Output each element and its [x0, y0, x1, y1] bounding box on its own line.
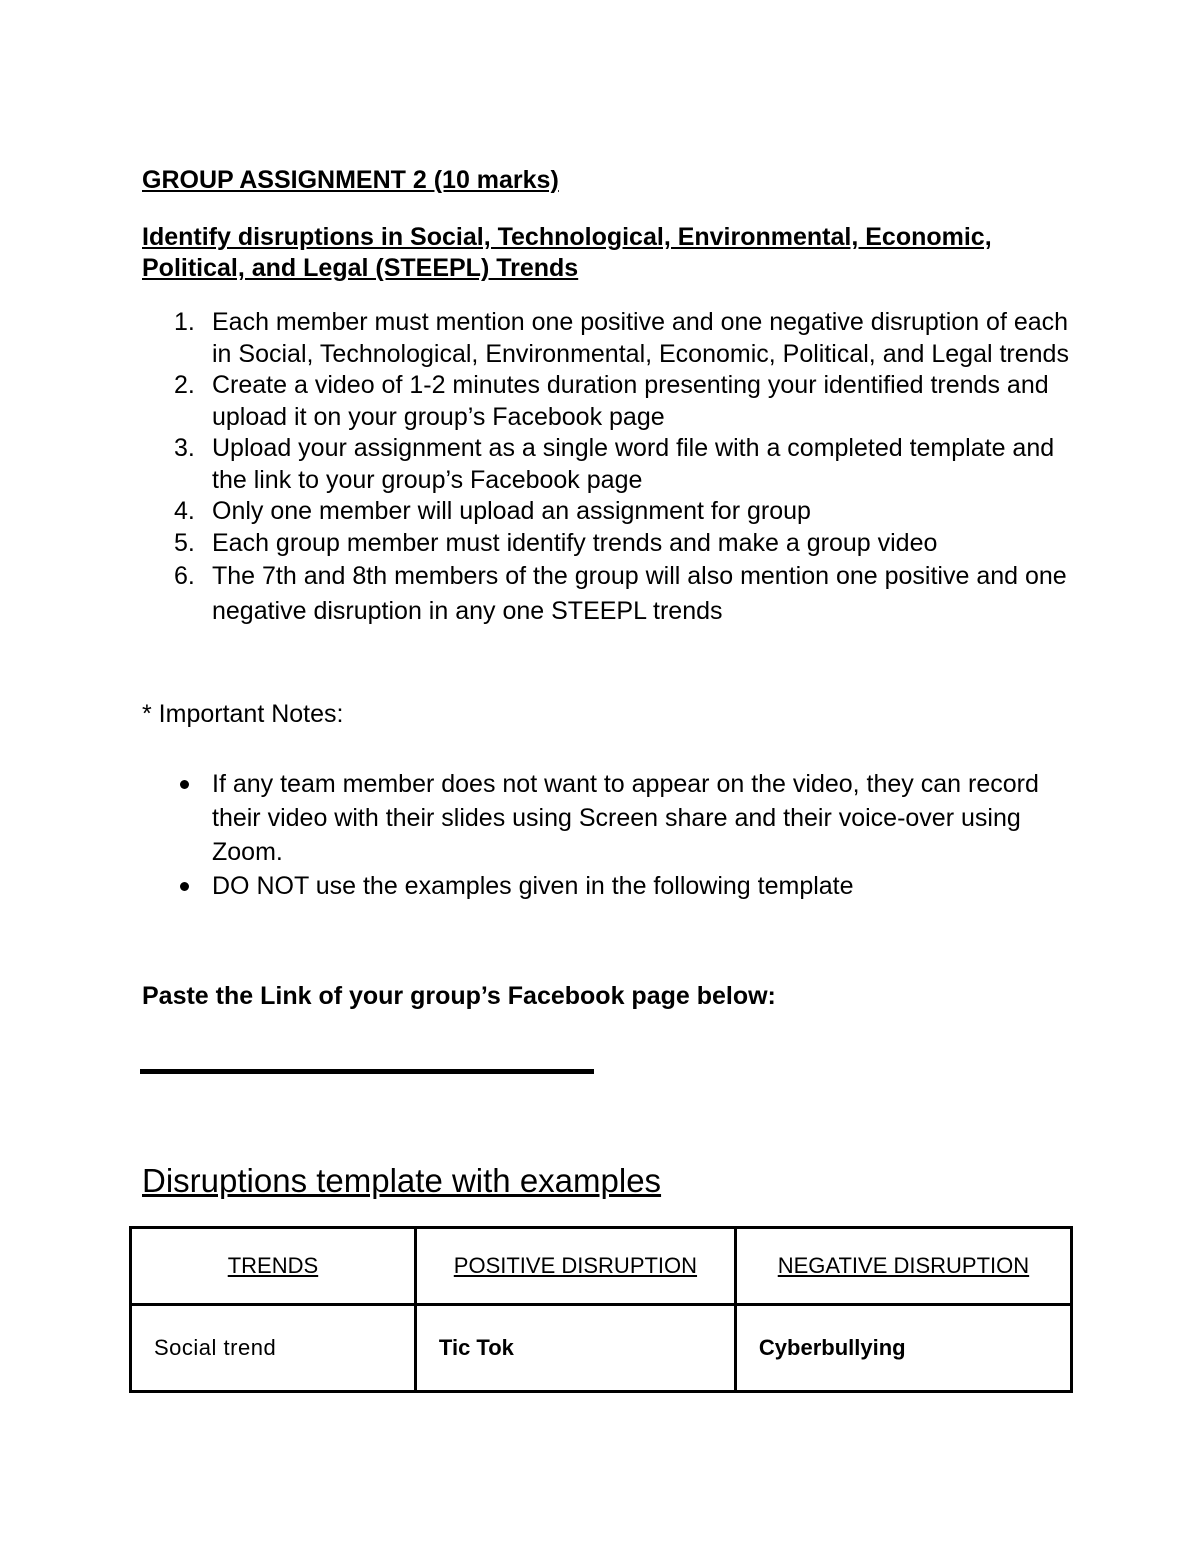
list-item: [142, 559, 1082, 629]
table-row: [131, 1305, 1072, 1392]
list-number: 1.: [174, 308, 195, 336]
bullet-icon: [180, 780, 189, 789]
list-item: [142, 496, 1082, 528]
notes-list: [142, 767, 1082, 903]
list-item: [142, 433, 1082, 496]
list-item-text: Create a video of 1-2 minutes duration presenting your identified trends and upload it on your group’s Facebook page: [212, 371, 1049, 431]
important-notes-title: * Important Notes:: [142, 700, 344, 728]
list-item: [142, 370, 1082, 433]
bullet-icon: [180, 882, 189, 891]
assignment-heading: GROUP ASSIGNMENT 2 (10 marks): [142, 166, 559, 194]
list-item-text: If any team member does not want to appear on the video, they can record their video with their slides using Screen share and their voice-over using Zoom.: [212, 770, 1039, 866]
list-item-text: Each member must mention one positive and one negative disruption of each in Social, Technological, Environmental, Economic, Political, and Legal trends: [212, 308, 1069, 368]
template-title: Disruptions template with examples: [142, 1162, 662, 1199]
list-number: 3.: [174, 434, 195, 462]
list-item-text: DO NOT use the examples given in the following template: [212, 872, 854, 900]
table-cell-negative: Cyberbullying: [735, 1305, 1071, 1392]
column-header-positive: POSITIVE DISRUPTION: [415, 1228, 735, 1305]
assignment-subheading: Identify disruptions in Social, Technological, Environmental, Economic, Political, and Legal (STEEPL) Trends: [142, 223, 992, 282]
list-number: 5.: [174, 528, 195, 557]
column-header-negative: NEGATIVE DISRUPTION: [735, 1228, 1071, 1305]
list-item: [142, 528, 1082, 560]
list-item: [142, 767, 1082, 869]
disruptions-table: [129, 1226, 1073, 1393]
table-cell-positive: Tic Tok: [415, 1305, 735, 1392]
list-item-text: Each group member must identify trends and make a group video: [212, 528, 938, 557]
link-blank-line[interactable]: [140, 1069, 594, 1074]
instructions-list: [142, 307, 1082, 629]
list-item-text: Only one member will upload an assignment for group: [212, 497, 811, 525]
table-header-row: [131, 1228, 1072, 1305]
table-cell-trend: Social trend: [131, 1305, 416, 1392]
list-item-text: The 7th and 8th members of the group will also mention one positive and one negative disruption in any one STEEPL trends: [212, 562, 1067, 625]
list-number: 2.: [174, 371, 195, 399]
list-item: [142, 869, 1082, 903]
list-number: 4.: [174, 497, 195, 525]
list-item: [142, 307, 1082, 370]
list-item-text: Upload your assignment as a single word file with a completed template and the link to your group’s Facebook page: [212, 434, 1055, 494]
list-number: 6.: [174, 562, 195, 590]
paste-link-label: Paste the Link of your group’s Facebook page below:: [142, 982, 776, 1010]
column-header-trends: TRENDS: [131, 1228, 416, 1305]
